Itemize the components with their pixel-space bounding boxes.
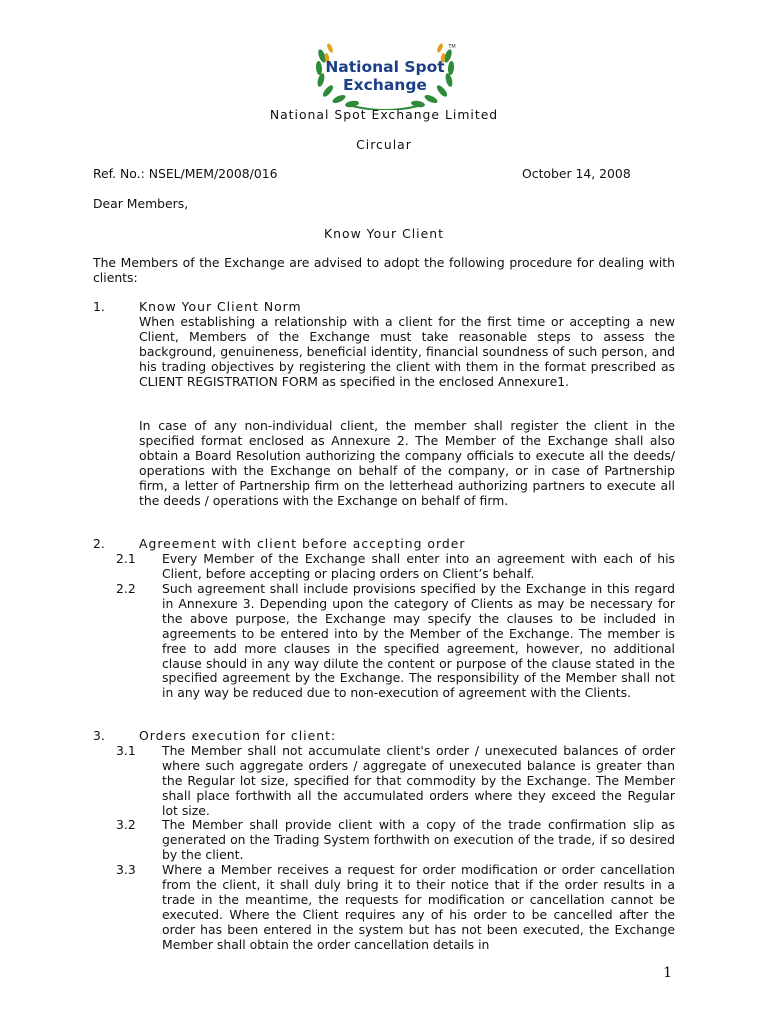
document-type: Circular — [356, 137, 412, 152]
section-1-paragraph-2 — [139, 419, 675, 508]
clause-3-1 — [162, 744, 675, 819]
section-2-heading: Agreement with client before accepting order — [139, 536, 466, 551]
subject-title: Know Your Client — [324, 226, 444, 241]
org-name: National Spot Exchange Limited — [269, 107, 499, 122]
reference-number: Ref. No.: NSEL/MEM/2008/016 — [93, 166, 278, 181]
section-2-number: 2. — [93, 536, 105, 551]
salutation: Dear Members, — [93, 196, 189, 211]
clause-3-2-number: 3.2 — [116, 817, 136, 832]
clause-2-2 — [162, 582, 675, 701]
clause-2-1-text: Every Member of the Exchange shall enter into an agreement with each of his Client, before accepting or placing orders on Client’s behalf. — [162, 551, 675, 581]
section-1-p2-text: In case of any non-individual client, the member shall register the client in the specified format enclosed as Annexure 2. The Member of the Exchange shall also obtain a Board Resolution authorizing the company officials to execute all the deeds/ operations with the Exchange on behalf of the company, or in case of Partnership firm, a letter of Partnership firm on the letterhead authorizing partners to execute all the deeds / operations with the Exchange on behalf of firm. — [139, 418, 675, 508]
clause-3-3-text: Where a Member receives a request for order modification or order cancellation from the client, it shall duly bring it to their notice that if the order results in a trade in the meantime, the requests for modification or cancellation cannot be executed. Where the Client requires any of his order to be cancelled after the order has been entered in the system but has not been executed, the Exchange Member shall obtain the order cancellation details in — [162, 862, 675, 952]
clause-3-2-text: The Member shall provide client with a copy of the trade confirmation slip as generated on the Trading System forthwith on execution of the trade, if so desired by the client. — [162, 817, 675, 862]
clause-3-2 — [162, 818, 675, 863]
page-number: 1 — [663, 965, 672, 981]
logo-text-line1: National Spot — [325, 58, 445, 76]
clause-2-1 — [162, 552, 675, 582]
section-1-paragraph-1 — [139, 315, 675, 390]
clause-3-1-number: 3.1 — [116, 743, 136, 758]
national-spot-exchange-logo — [312, 42, 458, 110]
clause-3-1-text: The Member shall not accumulate client's order / unexecuted balances of order where such aggregate orders / aggregate of unexecuted balance is greater than the Regular lot size, specified for that commodity by the Exchange. The Member shall place forthwith all the accumulated orders where they exceed the Regular lot size. — [162, 743, 675, 818]
logo-text-line2: Exchange — [343, 76, 427, 94]
section-1-heading: Know Your Client Norm — [139, 299, 302, 314]
section-1-p1-text: When establishing a relationship with a client for the first time or accepting a new Client, Members of the Exchange must take reasonable steps to assess the background, genuineness, beneficial identity, financial soundness of such person, and his trading objectives by registering the client with them in the format prescribed as CLIENT REGISTRATION FORM as specified in the enclosed Annexure1. — [139, 314, 675, 389]
section-3-number: 3. — [93, 728, 105, 743]
clause-2-1-number: 2.1 — [116, 551, 136, 566]
clause-2-2-number: 2.2 — [116, 581, 136, 596]
clause-2-2-text: Such agreement shall include provisions specified by the Exchange in this regard in Annexure 3. Depending upon the category of Clients as may be necessary for the above purpose, the Exchange may specify the clauses to be included in agreements to be entered into by the Member of the Exchange. The member is free to add more clauses in the specified agreement, however, no additional clause should in any way dilute the content or purpose of the clause stated in the specified agreement by the Exchange. The responsibility of the Member shall not in any way be reduced due to non-execution of agreement with the Clients. — [162, 581, 675, 701]
intro-text: The Members of the Exchange are advised to adopt the following procedure for dealing with clients: — [93, 255, 675, 285]
logo-trademark: TM — [448, 44, 456, 50]
section-3-heading: Orders execution for client: — [139, 728, 337, 743]
clause-3-3 — [162, 863, 675, 952]
section-1-number: 1. — [93, 299, 105, 314]
circular-date: October 14, 2008 — [522, 166, 631, 181]
clause-3-3-number: 3.3 — [116, 862, 136, 877]
intro-paragraph — [93, 256, 675, 286]
